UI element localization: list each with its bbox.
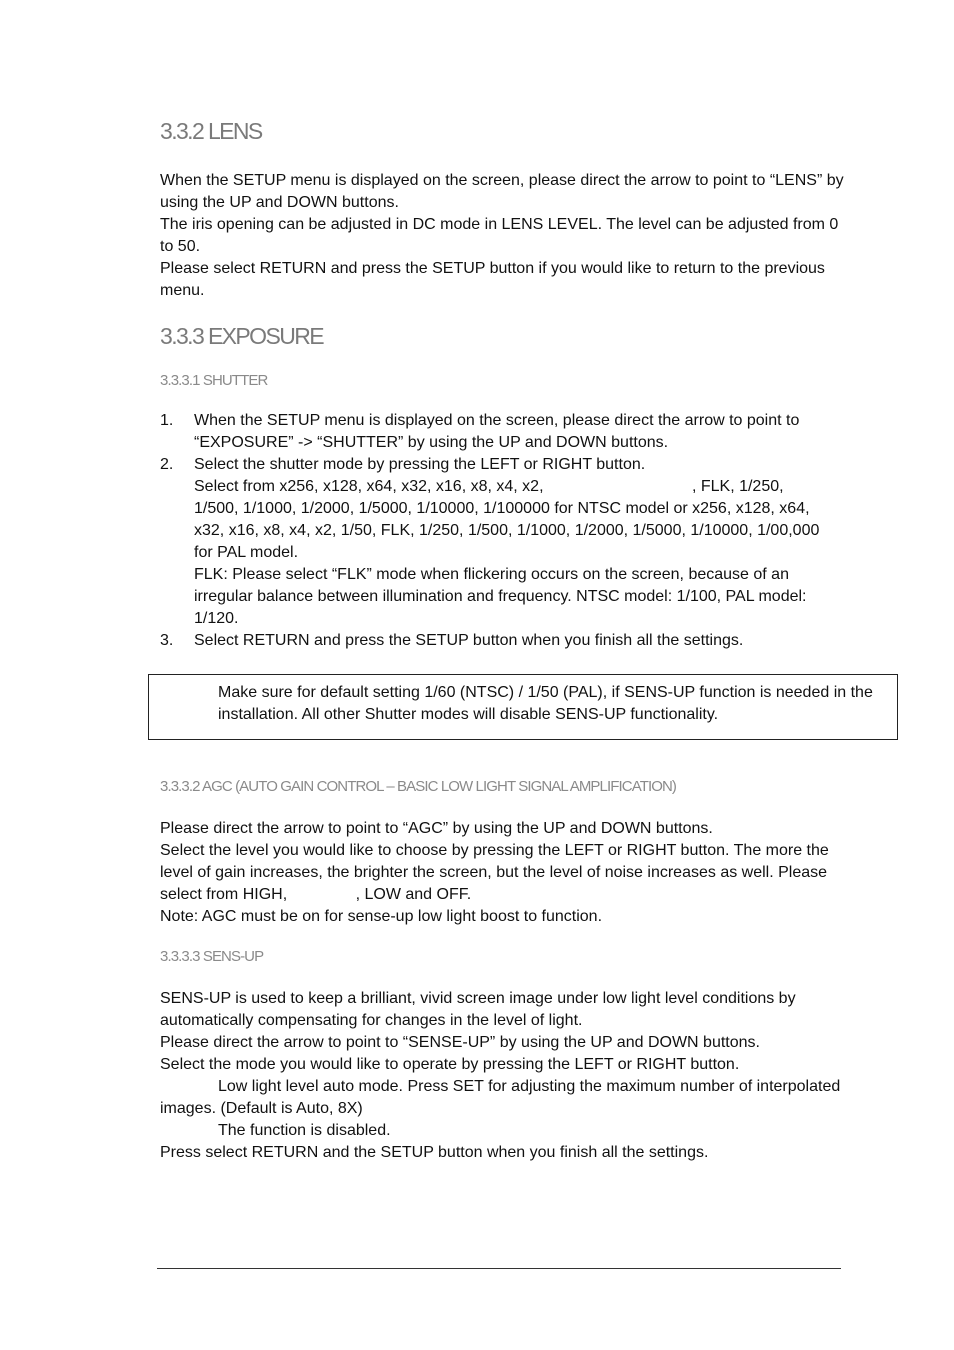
paragraph: When the SETUP menu is displayed on the screen, please direct the arrow to point to “LENS” by using the UP and DOWN buttons.	[160, 172, 844, 211]
footer-divider	[157, 1268, 841, 1269]
list-text: When the SETUP menu is displayed on the screen, please direct the arrow to point to “EXPOSURE” -> “SHUTTER” by using the UP and DOWN buttons.	[194, 412, 800, 451]
section-heading-lens: 3.3.2 LENS	[160, 118, 262, 144]
list-item	[160, 454, 830, 630]
section-heading-exposure: 3.3.3 EXPOSURE	[160, 323, 323, 349]
note-text: Make sure for default setting 1/60 (NTSC) / 1/50 (PAL), if SENS-UP function is needed in the installation. All other Shutter modes will disable SENS-UP functionality.	[218, 684, 873, 723]
paragraph: Note: AGC must be on for sense-up low light boost to function.	[160, 908, 603, 925]
sensup-auto-text: Low light level auto mode. Press SET for adjusting the maximum number of interpolated images. (Default is Auto, 8X)	[160, 1078, 841, 1117]
paragraph: Select the level you would like to choose by pressing the LEFT or RIGHT button. The more the level of gain increases, the brighter the screen, but the level of noise increases as well. Please select from HIGH, , LOW and OFF.	[160, 842, 829, 903]
paragraph	[160, 1076, 850, 1120]
lens-body	[160, 170, 850, 302]
paragraph: Please direct the arrow to point to “SENSE-UP” by using the UP and DOWN buttons.	[160, 1034, 760, 1051]
paragraph: The iris opening can be adjusted in DC mode in LENS LEVEL. The level can be adjusted from 0 to 50.	[160, 216, 839, 255]
paragraph: Please select RETURN and press the SETUP button if you would like to return to the previous menu.	[160, 260, 825, 299]
subsection-heading-shutter: 3.3.3.1 SHUTTER	[160, 372, 268, 389]
list-item	[160, 630, 830, 652]
list-text: Select RETURN and press the SETUP button when you finish all the settings.	[194, 632, 744, 649]
paragraph: SENS-UP is used to keep a brilliant, vivid screen image under low light level conditions by automatically compensating for changes in the level of light.	[160, 990, 796, 1029]
subsection-heading-sensup: 3.3.3.3 SENS-UP	[160, 948, 264, 965]
paragraph: Press select RETURN and the SETUP button when you finish all the settings.	[160, 1144, 709, 1161]
list-item	[160, 410, 830, 454]
agc-body	[160, 818, 850, 928]
list-detail: Select from x256, x128, x64, x32, x16, x8, x4, x2, , FLK, 1/250, 1/500, 1/1000, 1/2000, 1/5000, 1/10000, 1/100000 for NTSC model or x256, x128, x64, x32, x16, x8, x4, x2, 1/50, FLK, 1/250, 1/500, 1/1000, 1/2000, 1/5000, 1/10000, 1/00,000 for PAL model.	[194, 478, 820, 561]
paragraph: Select the mode you would like to operate by pressing the LEFT or RIGHT button.	[160, 1056, 740, 1073]
note-box	[148, 674, 898, 740]
list-text: Select the shutter mode by pressing the LEFT or RIGHT button.	[194, 456, 646, 473]
sensup-body	[160, 988, 850, 1164]
list-detail: FLK: Please select “FLK” mode when flickering occurs on the screen, because of an irregular balance between illumination and frequency. NTSC model: 1/100, PAL model: 1/120.	[194, 566, 807, 627]
paragraph: The function is disabled.	[218, 1122, 391, 1139]
list-number: 3.	[160, 632, 174, 649]
list-number: 1.	[160, 412, 174, 429]
subsection-heading-agc: 3.3.3.2 AGC (AUTO GAIN CONTROL – BASIC LOW LIGHT SIGNAL AMPLIFICATION)	[160, 778, 677, 795]
shutter-steps-list	[160, 410, 830, 652]
paragraph: Please direct the arrow to point to “AGC” by using the UP and DOWN buttons.	[160, 820, 713, 837]
list-number: 2.	[160, 456, 174, 473]
